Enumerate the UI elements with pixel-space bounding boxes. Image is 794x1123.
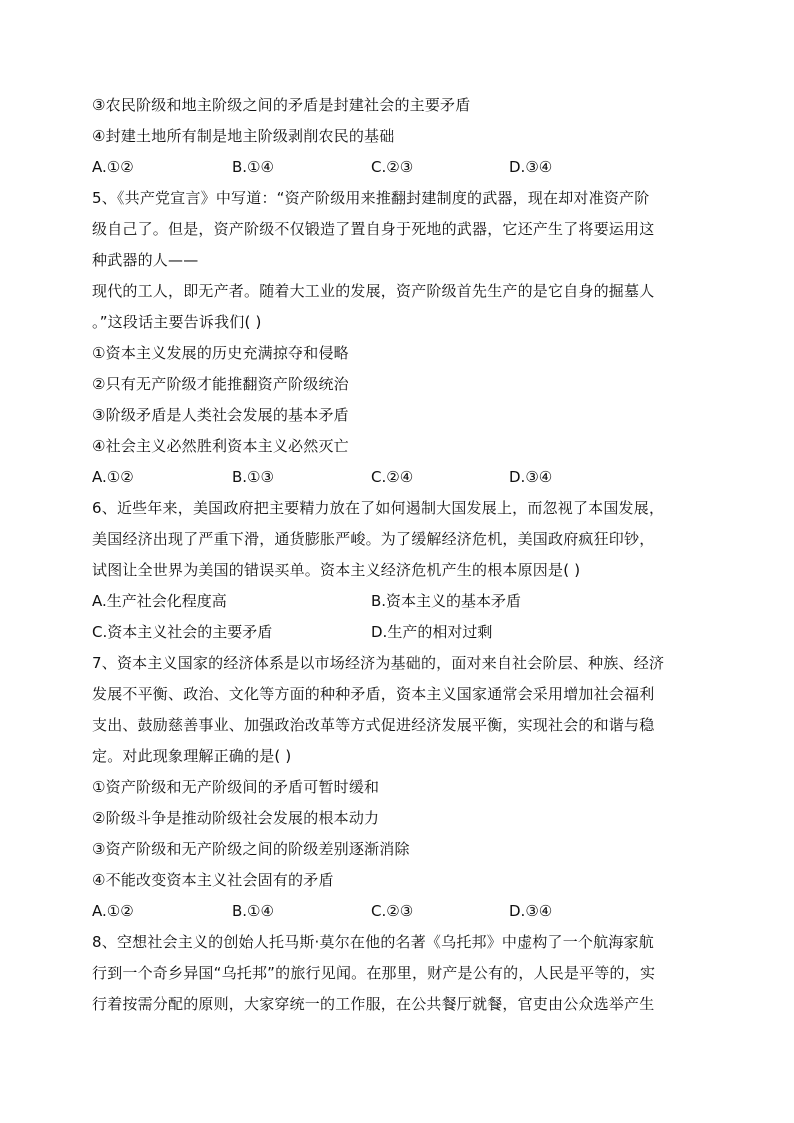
q6-stem-line: 美国经济出现了严重下滑，通货膨胀严峻。为了缓解经济危机，美国政府疯狂印钞， — [92, 530, 655, 548]
q6-option-d[interactable]: D.生产的相对过剩 — [371, 623, 493, 641]
q6-options-row-1 — [92, 586, 704, 617]
q8-stem-line: 行着按需分配的原则，大家穿统一的工作服，在公共餐厅就餐，官吏由公众选举产生 — [92, 995, 655, 1013]
q4-option-b[interactable]: B.①④ — [232, 158, 274, 176]
q7-item-1: ①资产阶级和无产阶级间的矛盾可暂时缓和 — [92, 778, 380, 796]
question-4-tail — [92, 90, 704, 183]
q5-item-4: ④社会主义必然胜利资本主义必然灭亡 — [92, 437, 349, 455]
q4-item-3: ③农民阶级和地主阶级之间的矛盾是封建社会的主要矛盾 — [92, 96, 471, 114]
question-6 — [92, 493, 704, 648]
q5-option-d[interactable]: D.③④ — [509, 468, 553, 486]
question-7 — [92, 648, 704, 927]
q5-option-b[interactable]: B.①③ — [232, 468, 274, 486]
q7-option-a[interactable]: A.①② — [92, 902, 134, 920]
q7-item-3: ③资产阶级和无产阶级之间的阶级差别逐渐消除 — [92, 840, 410, 858]
q5-option-a[interactable]: A.①② — [92, 468, 134, 486]
q5-stem-line: 现代的工人，即无产者。随着大工业的发展，资产阶级首先生产的是它自身的掘墓人 — [92, 282, 655, 300]
q6-option-a[interactable]: A.生产社会化程度高 — [92, 592, 227, 610]
q7-option-d[interactable]: D.③④ — [509, 902, 553, 920]
q6-options-row-2 — [92, 617, 704, 648]
q5-options — [92, 462, 704, 493]
q5-stem-line: 级自己了。但是，资产阶级不仅锻造了置自身于死地的武器，它还产生了将要运用这 — [92, 220, 655, 238]
q8-stem-line: 8、空想社会主义的创始人托马斯·莫尔在他的名著《乌托邦》中虚构了一个航海家航 — [92, 933, 654, 951]
q6-option-b[interactable]: B.资本主义的基本矛盾 — [371, 592, 522, 610]
q7-item-4: ④不能改变资本主义社会固有的矛盾 — [92, 871, 334, 889]
q7-option-b[interactable]: B.①④ — [232, 902, 274, 920]
q8-stem-line: 行到一个奇乡异国“乌托邦”的旅行见闻。在那里，财产是公有的，人民是平等的，实 — [92, 964, 656, 982]
q5-stem-line: 。”这段话主要告诉我们( ) — [92, 313, 262, 331]
q5-stem-line: 5、《共产党宣言》中写道：“资产阶级用来推翻封建制度的武器，现在却对准资产阶 — [92, 189, 650, 207]
q4-item-4: ④封建土地所有制是地主阶级剥削农民的基础 — [92, 127, 395, 145]
q7-stem-line: 支出、鼓励慈善事业、加强政治改革等方式促进经济发展平衡，实现社会的和谐与稳 — [92, 716, 655, 734]
q7-options — [92, 896, 704, 927]
q5-stem-line: 种武器的人—— — [92, 251, 199, 269]
q6-stem-line: 6、近些年来，美国政府把主要精力放在了如何遏制大国发展上，而忽视了本国发展， — [92, 499, 665, 517]
q5-item-3: ③阶级矛盾是人类社会发展的基本矛盾 — [92, 406, 349, 424]
q7-option-c[interactable]: C.②③ — [371, 902, 414, 920]
q7-stem-line: 定。对此现象理解正确的是( ) — [92, 747, 292, 765]
exam-page — [92, 90, 704, 1020]
q5-item-2: ②只有无产阶级才能推翻资产阶级统治 — [92, 375, 349, 393]
q6-stem-line: 试图让全世界为美国的错误买单。资本主义经济危机产生的根本原因是( ) — [92, 561, 581, 579]
q5-item-1: ①资本主义发展的历史充满掠夺和侵略 — [92, 344, 349, 362]
q7-stem-line: 发展不平衡、政治、文化等方面的种种矛盾，资本主义国家通常会采用增加社会福利 — [92, 685, 655, 703]
question-8 — [92, 927, 704, 1020]
q7-stem-line: 7、资本主义国家的经济体系是以市场经济为基础的，面对来自社会阶层、种族、经济 — [92, 654, 665, 672]
q7-item-2: ②阶级斗争是推动阶级社会发展的根本动力 — [92, 809, 380, 827]
q4-option-a[interactable]: A.①② — [92, 158, 134, 176]
q6-option-c[interactable]: C.资本主义社会的主要矛盾 — [92, 623, 273, 641]
q4-option-c[interactable]: C.②③ — [371, 158, 414, 176]
question-5 — [92, 183, 704, 493]
q4-option-d[interactable]: D.③④ — [509, 158, 553, 176]
q5-option-c[interactable]: C.②④ — [371, 468, 414, 486]
q4-options — [92, 152, 704, 183]
